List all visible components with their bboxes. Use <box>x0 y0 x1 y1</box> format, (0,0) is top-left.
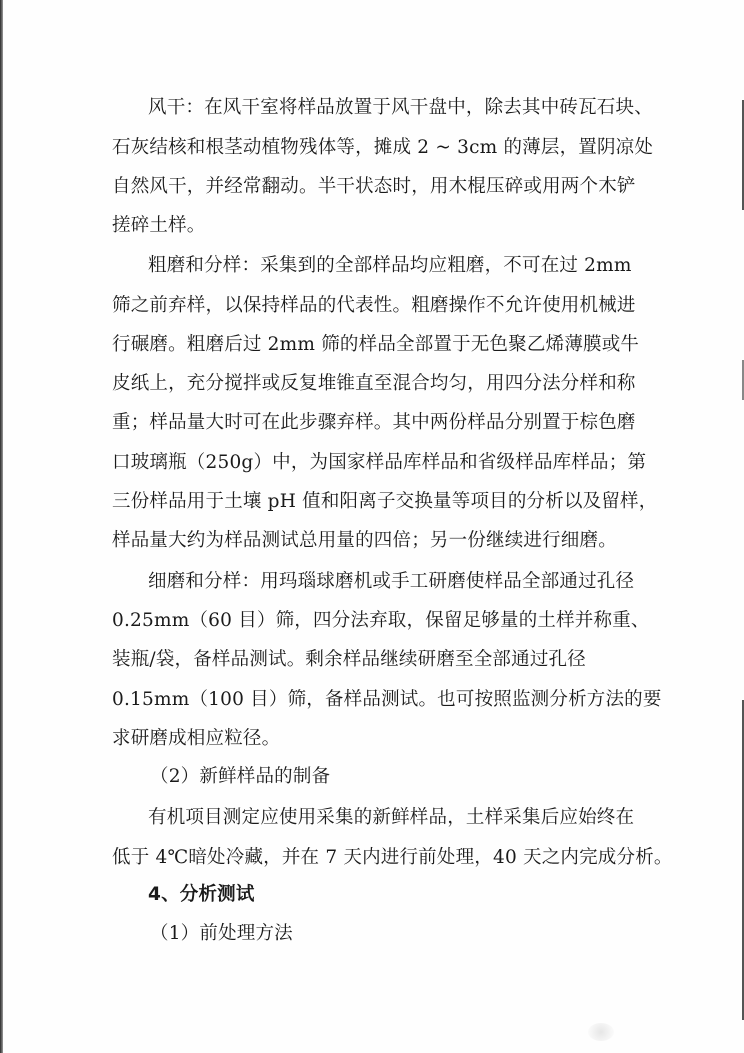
paragraph-line: 搓碎土样。 <box>112 215 206 236</box>
paragraph-line: 重；样品量大时可在此步骤弃样。其中两份样品分别置于棕色磨 <box>112 412 636 433</box>
paragraph-line: 风干：在风干室将样品放置于风干盘中，除去其中砖瓦石块、 <box>148 97 653 118</box>
paragraph-line: 装瓶/袋，备样品测试。剩余样品继续研磨至全部通过孔径 <box>112 649 586 670</box>
paragraph-line: 有机项目测定应使用采集的新鲜样品，土样采集后应始终在 <box>148 807 635 828</box>
section-heading: 4、分析测试 <box>148 884 255 905</box>
paragraph-line: 筛之前弃样，以保持样品的代表性。粗磨操作不允许使用机械进 <box>112 295 636 316</box>
subsection-heading: （1）前处理方法 <box>150 923 293 944</box>
paragraph-line: 三份样品用于土壤 pH 值和阳离子交换量等项目的分析以及留样， <box>112 491 658 512</box>
paragraph-line: 石灰结核和根茎动植物残体等，摊成 2 ~ 3cm 的薄层，置阴凉处 <box>112 137 654 158</box>
paragraph-line: 行碾磨。粗磨后过 2mm 筛的样品全部置于无色聚乙烯薄膜或牛 <box>112 334 640 355</box>
paragraph-line: 细磨和分样：用玛瑙球磨机或手工研磨使样品全部通过孔径 <box>148 571 635 592</box>
scan-edge-left <box>0 0 3 1053</box>
paragraph-line: 样品量大约为样品测试总用量的四倍；另一份继续进行细磨。 <box>112 530 617 551</box>
paragraph-line: 口玻璃瓶（250g）中，为国家样品库样品和省级样品库样品；第 <box>112 452 647 473</box>
paragraph-line: 0.25mm（60 目）筛，四分法弃取，保留足够量的土样并称重、 <box>112 610 650 631</box>
scan-smudge <box>588 1023 614 1041</box>
paragraph-line: 低于 4℃暗处冷藏，并在 7 天内进行前处理，40 天之内完成分析。 <box>112 847 673 868</box>
subsection-heading: （2）新鲜样品的制备 <box>150 766 331 787</box>
paragraph-line: 皮纸上，充分搅拌或反复堆锥直至混合均匀，用四分法分样和称 <box>112 373 636 394</box>
paragraph-line: 粗磨和分样：采集到的全部样品均应粗磨，不可在过 2mm <box>148 255 632 276</box>
paragraph-line: 0.15mm（100 目）筛，备样品测试。也可按照监测分析方法的要 <box>112 689 662 710</box>
paragraph-line: 自然风干，并经常翻动。半干状态时，用木棍压碎或用两个木铲 <box>112 176 636 197</box>
paragraph-line: 求研磨成相应粒径。 <box>112 728 281 749</box>
